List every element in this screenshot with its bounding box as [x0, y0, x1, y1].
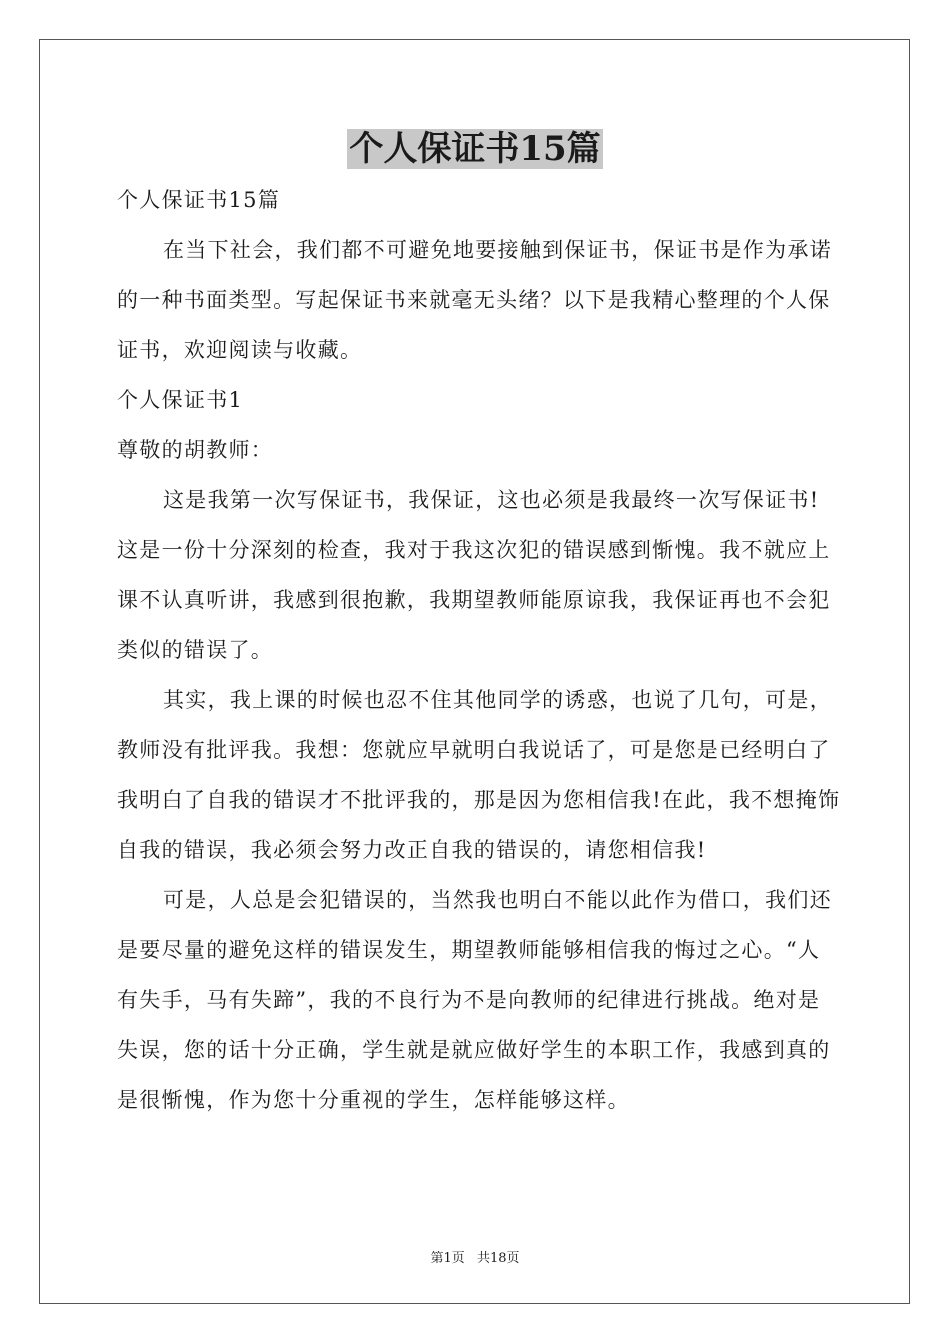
body-paragraph: 可是，人总是会犯错误的，当然我也明白不能以此作为借口，我们还是要尽量的避免这样的错误发生，期望教师能够相信我的悔过之心。“人有失手，马有失蹄”，我的不良行为不是向教师的纪律进行挑战。绝对是失误，您的话十分正确，学生就是就应做好学生的本职工作，我感到真的是很惭愧，作为您十分重视的学生，怎样能够这样。 [117, 888, 832, 1112]
section-heading: 个人保证书1 [117, 388, 244, 412]
page-total: 共18页 [476, 1251, 520, 1266]
document-body [117, 175, 841, 1125]
subtitle: 个人保证书15篇 [117, 188, 281, 212]
page-number: 第1页 [430, 1251, 465, 1266]
body-paragraph: 其实，我上课的时候也忍不住其他同学的诱惑，也说了几句，可是，教师没有批评我。我想：您就应早就明白我说话了，可是您是已经明白了我明白了自我的错误才不批评我的，那是因为您相信我!在此，我不想掩饰自我的错误，我必须会努力改正自我的错误的，请您相信我! [117, 688, 841, 862]
intro-paragraph: 在当下社会，我们都不可避免地要接触到保证书，保证书是作为承诺的一种书面类型。写起保证书来就毫无头绪？以下是我精心整理的个人保证书，欢迎阅读与收藏。 [117, 238, 832, 362]
body-paragraph: 这是我第一次写保证书，我保证，这也必须是我最终一次写保证书!这是一份十分深刻的检查，我对于我这次犯的错误感到惭愧。我不就应上课不认真听讲，我感到很抱歉，我期望教师能原谅我，我保证再也不会犯类似的错误了。 [117, 488, 831, 662]
document-title: 个人保证书15篇 [349, 129, 601, 169]
salutation: 尊敬的胡教师： [117, 438, 274, 462]
page-footer [0, 1247, 950, 1266]
